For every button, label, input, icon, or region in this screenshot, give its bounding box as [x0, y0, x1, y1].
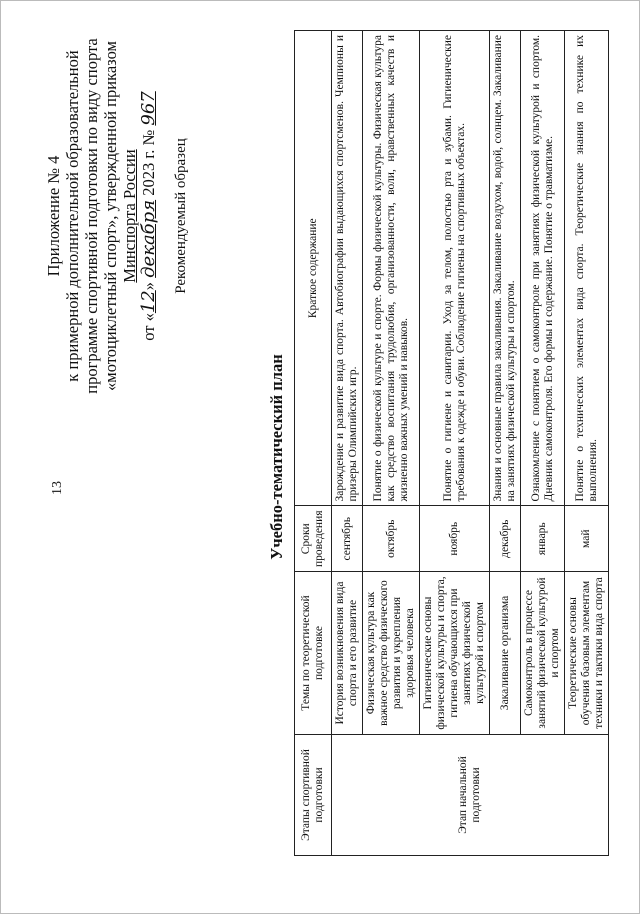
- term-cell: ноябрь: [420, 506, 490, 572]
- content-cell: Ознакомление с понятием о самоконтроле при занятиях физической культурой и спортом. Дневник самоконтроля. Его формы и содержание. Понятие о травматизме.: [521, 31, 565, 506]
- header-content: Краткое содержание: [295, 31, 332, 506]
- order-month: декабря: [138, 199, 159, 278]
- term-cell: декабрь: [490, 506, 521, 572]
- table-row: [363, 31, 420, 856]
- appendix-line-2: к примерной дополнительной образовательной: [63, 50, 82, 382]
- header-topic: Темы по теоретической подготовке: [295, 572, 332, 735]
- appendix-line-4: «мотоциклетный спорт», утвержденной приказом: [101, 41, 120, 391]
- table-row: [420, 31, 490, 856]
- term-cell: май: [565, 506, 609, 572]
- appendix-line-3: программе спортивной подготовки по виду спорта: [82, 38, 101, 394]
- table-row: [332, 31, 363, 856]
- header-stage: Этапы спортивной подготовки: [295, 735, 332, 856]
- recommended-sample-label: Рекомендуемый образец: [173, 138, 189, 294]
- order-number: 967: [138, 91, 159, 126]
- content-cell: Зарождение и развитие вида спорта. Автобиографии выдающихся спортсменов. Чемпионы и призеры Олимпийских игр.: [332, 31, 363, 506]
- topic-cell: Гигиенические основы физической культуры и спорта, гигиена обучающихся при занятиях физической культурой и спортом: [420, 572, 490, 735]
- content-cell: Понятие о гигиене и санитарии. Уход за телом, полостью рта и зубами. Гигиенические требования к одежде и обуви. Соблюдение гигиены на спортивных объектах.: [420, 31, 490, 506]
- table-row: [490, 31, 521, 856]
- page-number: 13: [50, 481, 65, 495]
- appendix-line-1: Приложение № 4: [44, 155, 63, 277]
- content-cell: Знания и основные правила закаливания. Закаливание воздухом, водой, солнцем. Закаливание на занятиях физической культуры и спортом.: [490, 31, 521, 506]
- header-term: Сроки проведения: [295, 506, 332, 572]
- order-mid-1: »: [139, 277, 158, 291]
- term-cell: январь: [521, 506, 565, 572]
- table-row: [521, 31, 565, 856]
- appendix-header: [44, 18, 191, 414]
- term-cell: сентябрь: [332, 506, 363, 572]
- order-mid-2: 2023 г. №: [139, 125, 158, 200]
- order-day: 12: [138, 290, 159, 314]
- topic-cell: История возникновения вида спорта и его развитие: [332, 572, 363, 735]
- table-title: Учебно-тематический план: [267, 354, 286, 560]
- content-cell: Понятие о технических элементах вида спорта. Теоретические знания по технике их выполнения.: [565, 31, 609, 506]
- order-date-line: [139, 18, 158, 414]
- topic-cell: Закаливание организма: [490, 572, 521, 735]
- stage-cell: Этап начальной подготовки: [332, 735, 609, 856]
- table-row: [565, 31, 609, 856]
- topic-cell: Физическая культура как важное средство физического развития и укрепления здоровья человека: [363, 572, 420, 735]
- topic-cell: Самоконтроль в процессе занятий физической культурой и спортом: [521, 572, 565, 735]
- topic-cell: Теоретические основы обучения базовым элементам техники и тактики вида спорта: [565, 572, 609, 735]
- table-header-row: [295, 31, 332, 856]
- order-prefix: от «: [139, 313, 158, 341]
- rotated-page-content: [26, 24, 614, 890]
- ministry-name: Минспорта России: [120, 149, 139, 283]
- term-cell: октябрь: [363, 506, 420, 572]
- content-cell: Понятие о физической культуре и спорте. Формы физической культуры. Физическая культура как средство воспитания трудолюбия, организованности, воли, нравственных качеств и жизненно важных умений и навыков.: [363, 31, 420, 506]
- study-plan-table: [294, 30, 609, 856]
